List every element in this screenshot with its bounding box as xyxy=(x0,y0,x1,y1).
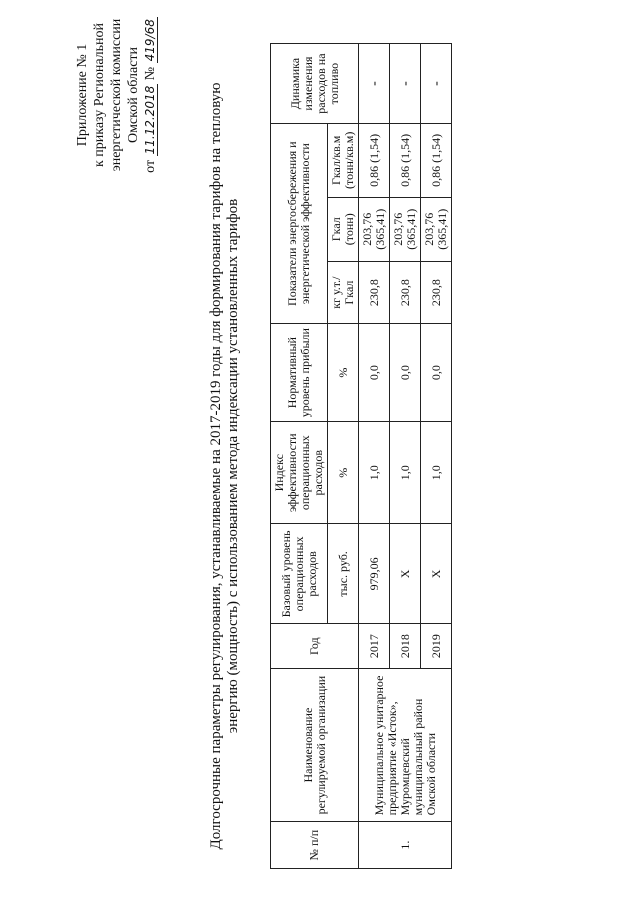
handwritten-date: 11.12.2018 xyxy=(143,85,157,155)
cell-base: 979,06 xyxy=(359,524,390,624)
cell-heat-per-sqm: 0,86 (1,54) xyxy=(359,124,390,197)
cell-heat-per-sqm: 0,86 (1,54) xyxy=(390,124,421,197)
appendix-order-line: к приказу Региональной xyxy=(92,22,107,168)
cell-heat-per-sqm: 0,86 (1,54) xyxy=(421,124,452,197)
cell-heat-loss: 203,76 (365,41) xyxy=(390,197,421,261)
appendix-date-number-line xyxy=(142,15,159,175)
cell-fuel-dynamics: - xyxy=(359,44,390,124)
cell-base: X xyxy=(421,524,452,624)
cell-profit: 0,0 xyxy=(359,324,390,422)
handwritten-number: 419/68 xyxy=(143,19,157,62)
header-efficiency-index: Индекс эффективности операционных расходов xyxy=(271,422,328,524)
organization-name: Муниципальное унитарное предприятие «Исток», Муромцевский муниципальный район Омской области xyxy=(359,668,452,821)
table-row xyxy=(359,44,390,869)
cell-specific-fuel: 230,8 xyxy=(359,262,390,324)
appendix-commission-line: энергетической комиссии xyxy=(109,18,124,172)
header-base-opex: Базовый уровень операционных расходов xyxy=(271,524,328,624)
number-prefix: № xyxy=(143,66,158,81)
cell-heat-loss: 203,76 (365,41) xyxy=(359,197,390,261)
appendix-header xyxy=(74,15,159,175)
cell-base: X xyxy=(390,524,421,624)
header-organization: Наименование регулируемой организации xyxy=(271,668,359,821)
cell-specific-fuel: 230,8 xyxy=(421,262,452,324)
unit-heat-loss: Гкал (тонн) xyxy=(328,197,359,261)
date-prefix: от xyxy=(143,159,158,173)
appendix-title: Приложение № 1 xyxy=(75,43,90,147)
unit-index: % xyxy=(328,422,359,524)
cell-index: 1,0 xyxy=(421,422,452,524)
cell-year: 2017 xyxy=(359,624,390,668)
unit-specific-fuel: кг у.т./Гкал xyxy=(328,262,359,324)
header-year: Год xyxy=(271,624,359,668)
header-profit-level: Нормативный уровень прибыли xyxy=(271,324,328,422)
cell-fuel-dynamics: - xyxy=(390,44,421,124)
cell-profit: 0,0 xyxy=(390,324,421,422)
unit-base: тыс. руб. xyxy=(328,524,359,624)
appendix-region-line: Омской области xyxy=(126,46,141,144)
title-line-1: Долгосрочные параметры регулирования, устанавливаемые на 2017-2019 годы для формирования тарифов на тепловую xyxy=(208,82,224,850)
cell-profit: 0,0 xyxy=(421,324,452,422)
cell-specific-fuel: 230,8 xyxy=(390,262,421,324)
unit-heat-per-sqm: Гкал/кв.м (тонн/кв.м) xyxy=(328,124,359,197)
cell-year: 2019 xyxy=(421,624,452,668)
title-line-2: энергию (мощность) с использованием метода индексации установленных тарифов xyxy=(225,198,241,734)
cell-heat-loss: 203,76 (365,41) xyxy=(421,197,452,261)
document-title xyxy=(208,51,242,881)
parameters-table xyxy=(270,43,452,869)
cell-index: 1,0 xyxy=(390,422,421,524)
cell-year: 2018 xyxy=(390,624,421,668)
unit-profit: % xyxy=(328,324,359,422)
header-energy-saving: Показатели энергосбережения и энергетической эффективности xyxy=(271,124,328,324)
header-fuel-dynamics: Динамика изменения расходов на топливо xyxy=(271,44,359,124)
cell-fuel-dynamics: - xyxy=(421,44,452,124)
row-number: 1. xyxy=(359,822,452,869)
cell-index: 1,0 xyxy=(359,422,390,524)
header-num: № п/п xyxy=(271,822,359,869)
